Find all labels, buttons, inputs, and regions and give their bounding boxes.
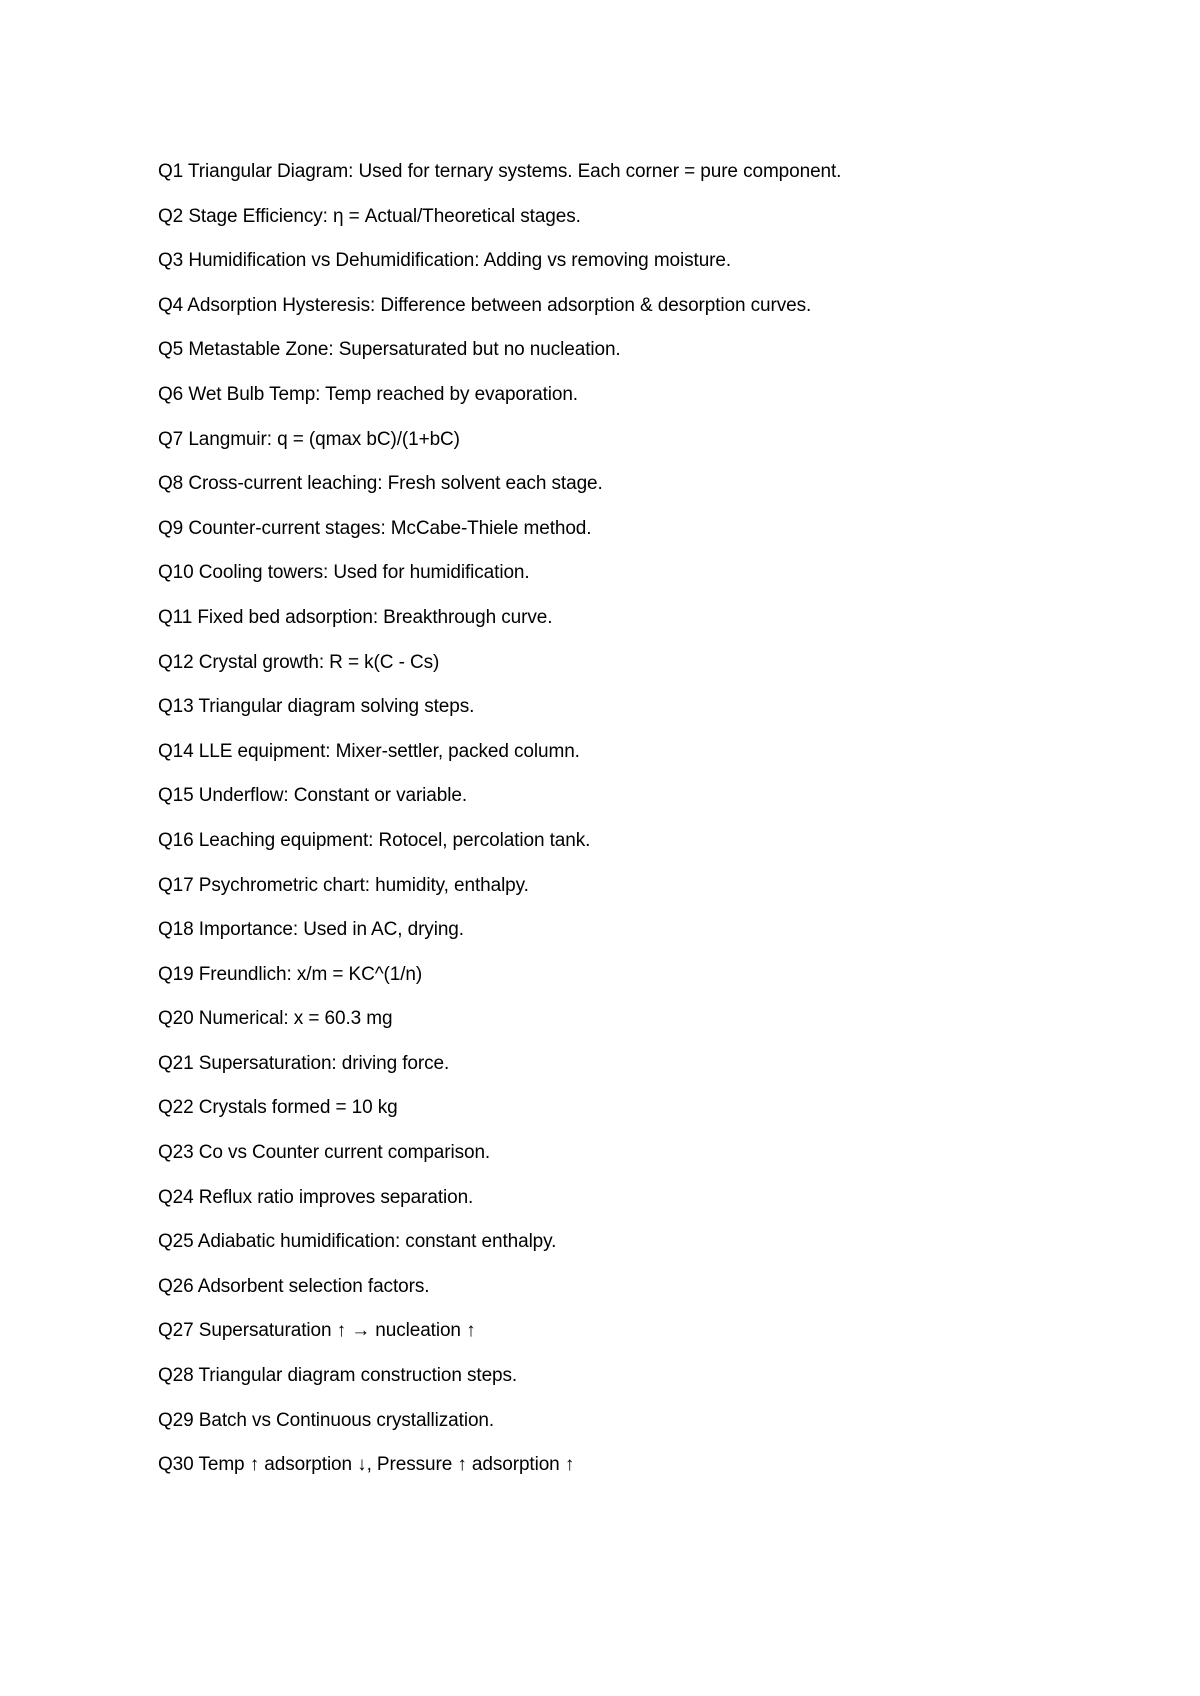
answer-line-q10: Q10 Cooling towers: Used for humidification. — [158, 562, 530, 584]
answer-line-q13: Q13 Triangular diagram solving steps. — [158, 696, 475, 718]
answer-line-q7: Q7 Langmuir: q = (qmax bC)/(1+bC) — [158, 428, 460, 450]
answer-line-q28: Q28 Triangular diagram construction steps. — [158, 1365, 518, 1387]
answer-line-q1: Q1 Triangular Diagram: Used for ternary systems. Each corner = pure component. — [158, 161, 842, 182]
answer-line-q19: Q19 Freundlich: x/m = KC^(1/n) — [158, 963, 423, 985]
answer-line-q17: Q17 Psychrometric chart: humidity, enthalpy. — [158, 874, 529, 896]
answer-line-q27: Q27 Supersaturation ↑ → nucleation ↑ — [158, 1320, 476, 1342]
answer-line-q6: Q6 Wet Bulb Temp: Temp reached by evaporation. — [158, 383, 578, 405]
answer-line-q9: Q9 Counter-current stages: McCabe-Thiele method. — [158, 517, 592, 539]
answer-line-q2: Q2 Stage Efficiency: η = Actual/Theoretical stages. — [158, 205, 581, 227]
answer-line-q23: Q23 Co vs Counter current comparison. — [158, 1142, 491, 1164]
answer-line-q11: Q11 Fixed bed adsorption: Breakthrough curve. — [158, 606, 553, 628]
answer-line-q4: Q4 Adsorption Hysteresis: Difference between adsorption & desorption curves. — [158, 294, 812, 316]
answer-list — [158, 157, 1138, 1495]
answer-line-q25: Q25 Adiabatic humidification: constant enthalpy. — [158, 1231, 557, 1253]
answer-line-q3: Q3 Humidification vs Dehumidification: Adding vs removing moisture. — [158, 250, 732, 272]
answer-line-q18: Q18 Importance: Used in AC, drying. — [158, 919, 464, 941]
answer-line-q26: Q26 Adsorbent selection factors. — [158, 1275, 430, 1297]
answer-line-q8: Q8 Cross-current leaching: Fresh solvent each stage. — [158, 473, 603, 495]
answer-line-q16: Q16 Leaching equipment: Rotocel, percolation tank. — [158, 829, 591, 851]
answer-line-q14: Q14 LLE equipment: Mixer-settler, packed column. — [158, 740, 580, 762]
answer-line-q24: Q24 Reflux ratio improves separation. — [158, 1186, 474, 1208]
answer-line-q20: Q20 Numerical: x = 60.3 mg — [158, 1008, 393, 1030]
answer-line-q12: Q12 Crystal growth: R = k(C - Cs) — [158, 651, 440, 673]
answer-line-q5: Q5 Metastable Zone: Supersaturated but no nucleation. — [158, 339, 621, 361]
answer-line-q29: Q29 Batch vs Continuous crystallization. — [158, 1409, 495, 1431]
answer-line-q21: Q21 Supersaturation: driving force. — [158, 1052, 450, 1074]
answer-line-q15: Q15 Underflow: Constant or variable. — [158, 785, 468, 807]
answer-line-q30: Q30 Temp ↑ adsorption ↓, Pressure ↑ adsorption ↑ — [158, 1454, 575, 1476]
answer-line-q22: Q22 Crystals formed = 10 kg — [158, 1097, 398, 1119]
